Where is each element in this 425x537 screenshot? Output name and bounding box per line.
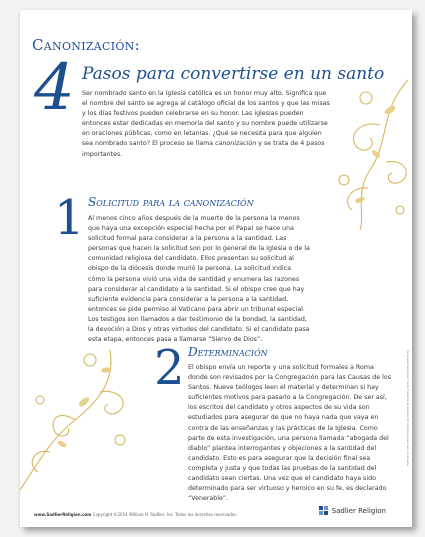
- step-1-text: Al menos cinco años después de la muerte de la persona (a menos que haya una excepción especial hecha por el Papa) se hace una solicitud formal para considerar a la persona a la santidad. Las personas que hacen la solicitud son por lo general de la iglesia o de la comunidad religiosa del candidato. Ellos presentan su solicitud al obispo de la diócesis donde murió la persona. La solicitud indica cómo la persona vivió una vida de santidad y enumera las razones para considerar al candidato a la santidad. Si el obispo cree que hay suficiente evidencia para considerar a la persona a la santidad, entonces se pide permiso al Vaticano para abrir un tribunal especial. Los testigos son llamados a dar testimonio de la bondad, la santidad, la devoción a Dios y otras virtudes del candidato. Si el candidato pasa esta etapa, entonces pasa a llamarse “Siervo de Dios”.: [88, 215, 310, 344]
- header-kicker: Canonización:: [32, 36, 140, 54]
- step-2-text: El obispo envía un reporte y una solicitud formales a Roma donde son revisados por la Congregación para las Causas de los Santos. Nueve teólogos leen el material y determinan si hay suficientes motivos para pasarlo a la Congregación. De ser así, los escritos del candidato y otros aspectos de su vida son estudiados para asegurar de que no haya nada que vaya en contra de las enseñanzas y las prácticas de la Iglesia. Como parte de esta investigación, una persona llamada “abogada del diablo” plantea interrogantes y objeciones a la santidad del candidato. Esto es para asegurar que la decisión final sea completa y justa y que todas las pruebas de la santidad del candidato sean ciertas. Una vez que el candidato haya sido determinado para ser virtuoso y heroico en su fe, es declarado “Venerable”.: [188, 364, 392, 503]
- step-1-title: Solicitud para la canonización: [88, 195, 254, 209]
- step-1-number: 1: [54, 190, 85, 246]
- side-reproduction-note: Se puede reproducir este material de educación religiosa para uso en el aula: [406, 350, 410, 466]
- floral-ornament-bottom-left-icon: [20, 340, 140, 490]
- header-number: 4: [34, 51, 75, 125]
- sadlier-brand-name: Sadlier Religion: [331, 507, 386, 515]
- page-title: Pasos para convertirse en un santo: [82, 64, 385, 84]
- footer-url[interactable]: www.SadlierReligion.com: [34, 512, 92, 517]
- step-2-title: Determinación: [188, 345, 268, 359]
- sadlier-logo: [319, 506, 386, 516]
- footer-copyright: www.SadlierReligion.com Copyright ©2014 William H. Sadlier, Inc. Todos los derechos reservados.: [34, 512, 238, 517]
- worksheet-page: [20, 10, 412, 527]
- step-2-number: 2: [154, 340, 185, 396]
- floral-ornament-top-right-icon: [320, 80, 412, 230]
- intro-paragraph: Ser nombrado santo en la Iglesia católica es un honor muy alto. Significa que el nombre del santo se agrega al catálogo oficial de los santos y que las misas y los días festivos pueden celebrarse en su honor. Las iglesias pueden entonces estar dedicadas en memoria del santo y su nombre puede utilizarse en oraciones públicas, como en letanías. ¿Qué se necesita para que alguien sea nombrado santo? El proceso se llama canonización y se trata de 4 pasos importantes.: [82, 90, 330, 158]
- sadlier-logo-mark-icon: [319, 506, 329, 516]
